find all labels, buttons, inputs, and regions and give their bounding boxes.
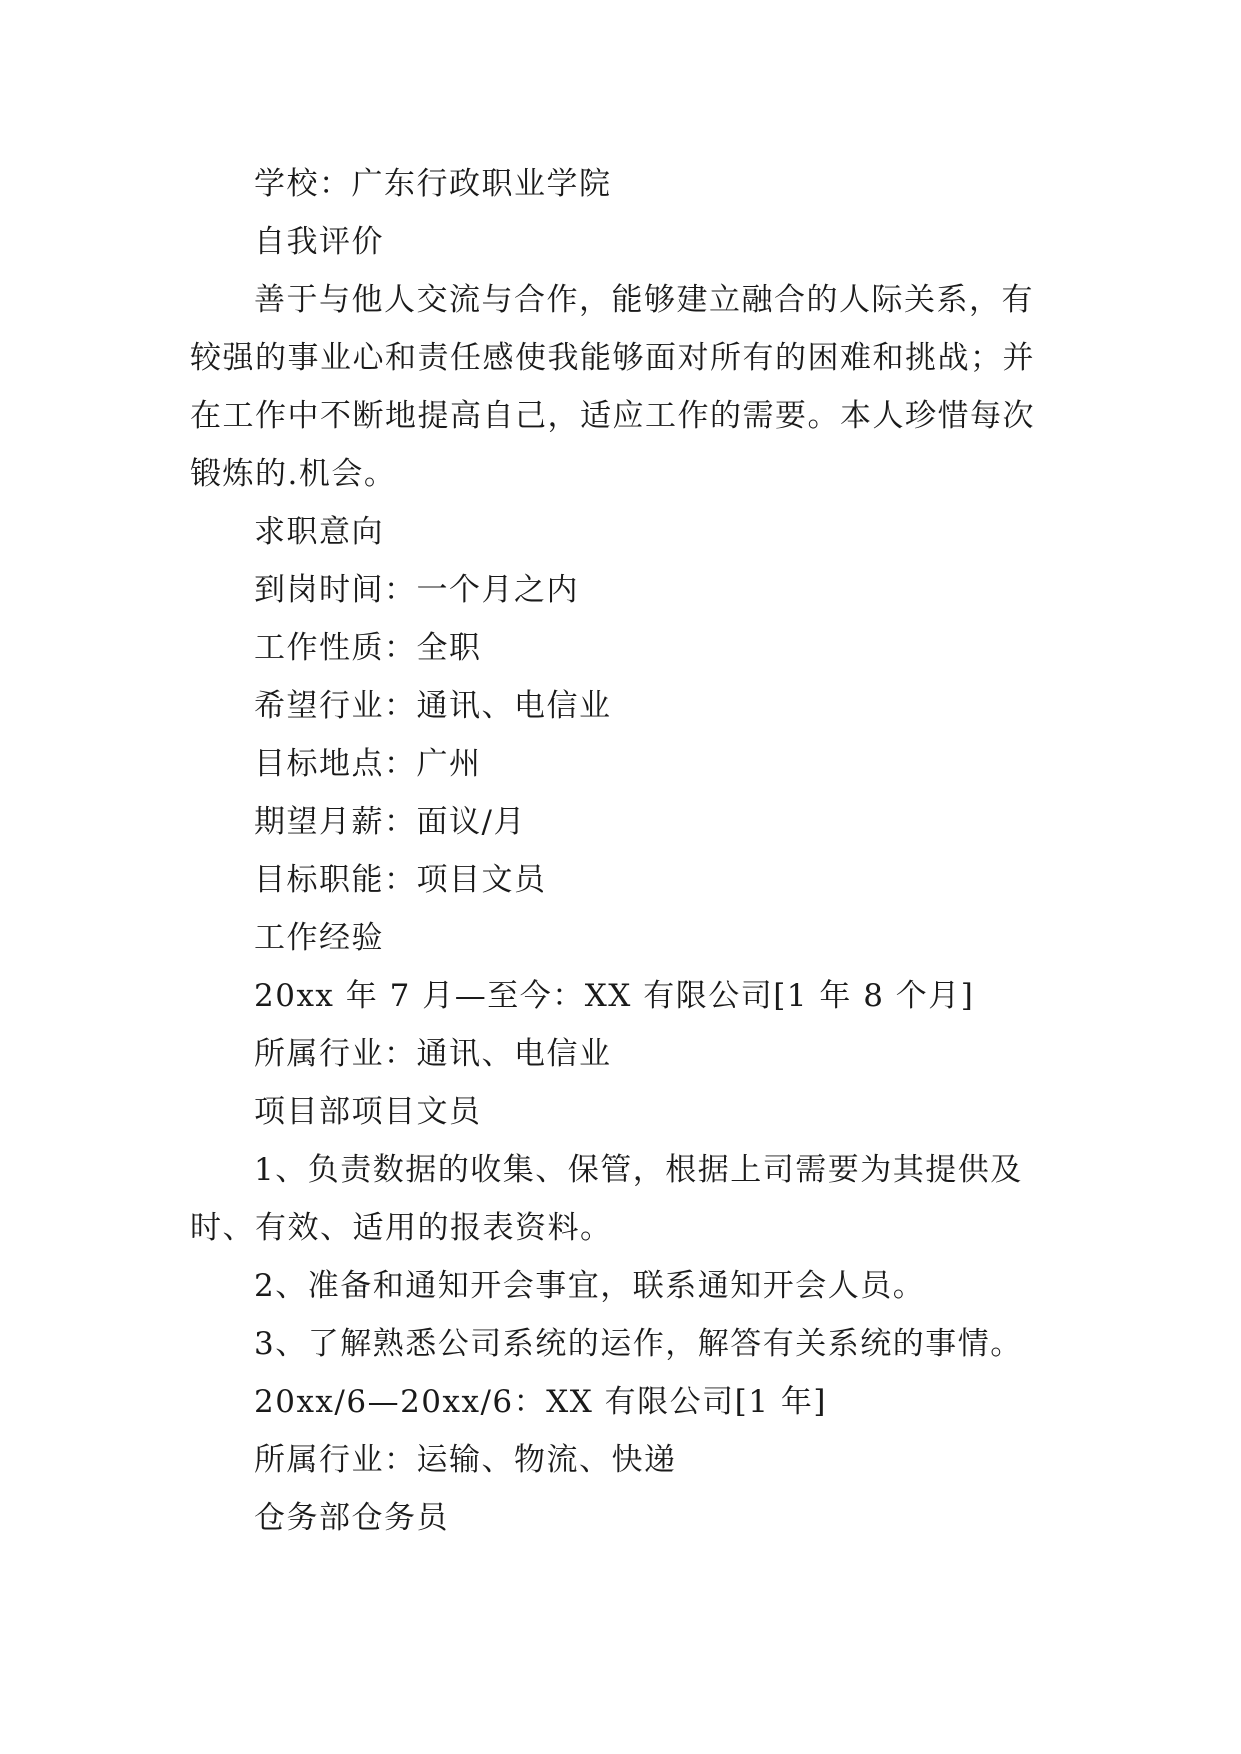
intention-heading: 求职意向 xyxy=(254,514,384,550)
self-eval-line: 善于与他人交流与合作，能够建立融合的人际关系，有 xyxy=(254,282,1034,318)
document-body xyxy=(190,155,1052,1547)
target-function: 目标职能：项目文员 xyxy=(254,862,547,898)
self-eval-line: 较强的事业心和责任感使我能够面对所有的困难和挑战；并 xyxy=(190,340,1035,376)
self-eval-heading: 自我评价 xyxy=(254,224,384,260)
job1-duty3: 3、了解熟悉公司系统的运作，解答有关系统的事情。 xyxy=(254,1326,1023,1362)
expected-salary: 期望月薪：面议/月 xyxy=(254,804,526,840)
job2-industry: 所属行业：运输、物流、快递 xyxy=(254,1442,677,1478)
job1-industry: 所属行业：通讯、电信业 xyxy=(254,1036,612,1072)
self-eval-paragraph xyxy=(190,271,1052,503)
self-eval-line: 锻炼的.机会。 xyxy=(190,456,397,492)
self-eval-line: 在工作中不断地提高自己，适应工作的需要。本人珍惜每次 xyxy=(190,398,1035,434)
job1-duty2: 2、准备和通知开会事宜，联系通知开会人员。 xyxy=(254,1268,926,1304)
job1-duty1-line: 1、负责数据的收集、保管，根据上司需要为其提供及 xyxy=(254,1152,1023,1188)
experience-heading: 工作经验 xyxy=(254,920,384,956)
job-type: 工作性质：全职 xyxy=(254,630,482,666)
job1-duty1-paragraph xyxy=(190,1141,1052,1257)
school-line: 学校：广东行政职业学院 xyxy=(254,166,612,202)
target-location: 目标地点：广州 xyxy=(254,746,482,782)
job1-position: 项目部项目文员 xyxy=(254,1094,482,1130)
job1-duty1-line: 时、有效、适用的报表资料。 xyxy=(190,1210,613,1246)
arrival-time: 到岗时间：一个月之内 xyxy=(254,572,579,608)
job2-position: 仓务部仓务员 xyxy=(254,1500,449,1536)
job1-period: 20xx 年 7 月—至今：XX 有限公司[1 年 8 个月] xyxy=(254,978,975,1014)
job2-period: 20xx/6—20xx/6：XX 有限公司[1 年] xyxy=(254,1384,827,1420)
desired-industry: 希望行业：通讯、电信业 xyxy=(254,688,612,724)
